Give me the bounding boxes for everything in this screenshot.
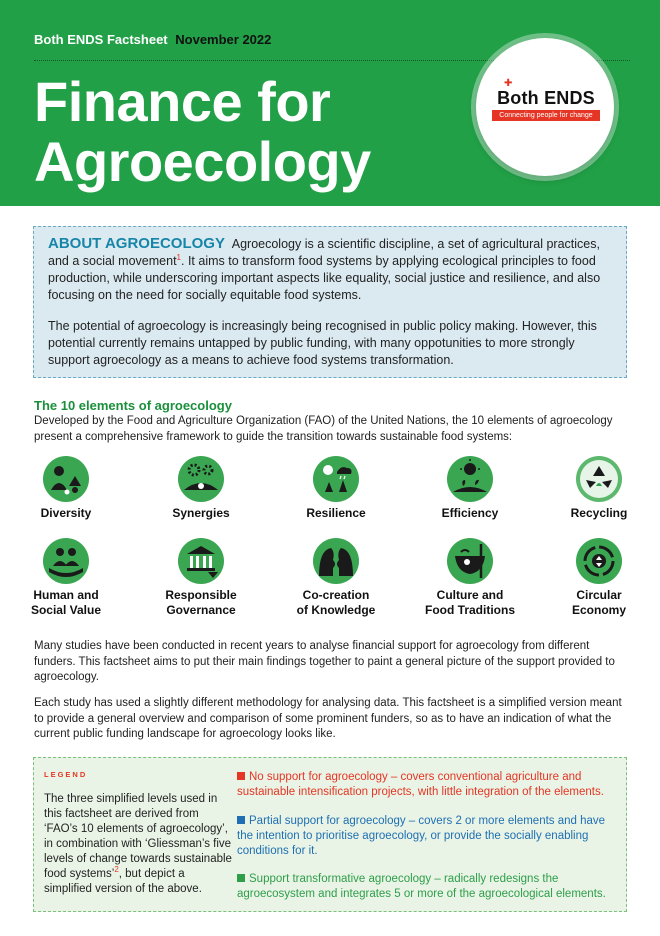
element-diversity	[6, 456, 126, 521]
both-ends-logo[interactable]	[476, 38, 614, 176]
legend-label: LEGEND	[44, 770, 88, 779]
label-line-1: Culture and	[436, 588, 504, 602]
body-paragraph-1: Many studies have been conducted in recent years to analyse financial support for agroecology from different funders. This factsheet aims to put their main findings together to paint a general picture of the support provided to agroecology.	[34, 640, 615, 683]
element-label	[410, 588, 530, 618]
legend-item-transformative	[237, 872, 619, 902]
legend-item-partial-support	[237, 814, 619, 859]
legend-box	[33, 757, 627, 912]
legend-description	[44, 792, 234, 897]
header-banner	[0, 0, 660, 206]
logo-mark-icon: ✚	[504, 78, 513, 89]
element-co-creation-of-knowledge	[276, 538, 396, 618]
label-line-2: of Knowledge	[296, 603, 376, 617]
element-label: Synergies	[172, 506, 230, 520]
label-line-1: Co-creation	[302, 588, 370, 602]
footnote-ref-2[interactable]: 2	[114, 865, 119, 875]
legend-desc-text: The three simplified levels used in this factsheet are derived from ‘FAO’s 10 elements of agroecology’, in combination with ‘Gliessman’s five levels of change towards sustainable food systems’	[44, 793, 232, 880]
element-responsible-governance	[141, 538, 261, 618]
label-line-1: Circular	[576, 588, 622, 602]
series-label: Both ENDS Factsheet	[34, 32, 168, 47]
label-line-2: Social Value	[30, 603, 102, 617]
element-label: Resilience	[306, 506, 366, 520]
blue-square-icon	[237, 816, 245, 824]
body-paragraph-2: Each study has used a slightly different methodology for analysing data. This factsheet is a simplified version meant to provide a general overview and comparison of some prominent funders, so as to have an indication of what the current public funding landscape for agroecology looks like.	[34, 697, 622, 740]
logo-name: Both ENDS	[497, 88, 595, 108]
legend-desc-rest: , but depict a simplified version of the above.	[44, 868, 202, 895]
recycling-icon	[576, 456, 622, 502]
about-heading: ABOUT AGROECOLOGY	[48, 235, 225, 252]
about-agroecology-box	[33, 226, 627, 378]
red-square-icon	[237, 772, 245, 780]
element-human-social-value	[6, 538, 126, 618]
label-line-1: Responsible	[165, 588, 237, 602]
legend-item-text: No support for agroecology – covers conventional agriculture and sustainable intensification projects, with little integration of the elements.	[237, 771, 604, 798]
label-line-2: Economy	[571, 603, 626, 617]
element-label	[276, 588, 396, 618]
factsheet-line	[34, 32, 271, 47]
element-label	[141, 588, 261, 618]
governance-icon	[178, 538, 224, 584]
title-line-1: Finance for	[34, 70, 331, 133]
publication-date: November 2022	[175, 32, 272, 47]
footnote-ref-1[interactable]: 1	[176, 252, 181, 262]
resilience-icon	[313, 456, 359, 502]
green-square-icon	[237, 874, 245, 882]
element-label	[6, 588, 126, 618]
diversity-icon	[43, 456, 89, 502]
title-line-2: Agroecology	[34, 130, 371, 193]
element-recycling	[539, 456, 659, 521]
element-culture-and-food-traditions	[410, 538, 530, 618]
about-paragraph-2: The potential of agroecology is increasingly being recognised in public policy making. However, this potential currently remains untapped by public funding, with many oppotunities to more strongly support agroecology as a means to achieve food systems transformation.	[48, 319, 597, 367]
page-title	[34, 72, 454, 192]
elements-intro: Developed by the Food and Agriculture Organization (FAO) of the United Nations, the 10 elements of agroecology present a comprehensive framework to guide the transition towards sustainable food systems:	[34, 415, 613, 443]
about-text: Agroecology is a scientific discipline, a set of agricultural practices, and a social movement	[48, 237, 600, 268]
circular-economy-icon	[576, 538, 622, 584]
about-text-rest: . It aims to transform food systems by applying ecological principles to food production, while underscoring important aspects like equality, social justice and resilience, and also focusing on the need for socially equitable food systems.	[48, 254, 601, 302]
element-label: Efficiency	[441, 506, 499, 520]
label-line-2: Governance	[166, 603, 236, 617]
element-circular-economy	[539, 538, 659, 618]
label-line-1: Human and	[33, 588, 99, 602]
element-label: Diversity	[40, 506, 92, 520]
element-resilience	[276, 456, 396, 521]
human-social-value-icon	[43, 538, 89, 584]
co-creation-icon	[313, 538, 359, 584]
elements-heading: The 10 elements of agroecology	[34, 398, 232, 413]
legend-item-no-support	[237, 770, 619, 800]
legend-item-text: Support transformative agroecology – radically redesigns the agroecosystem and integrates 5 or more of the agroecological elements.	[237, 873, 606, 900]
element-label	[539, 588, 659, 618]
synergies-icon	[178, 456, 224, 502]
logo-tagline: Connecting people for change	[492, 110, 600, 121]
element-label: Recycling	[570, 506, 628, 520]
label-line-2: Food Traditions	[425, 603, 515, 617]
legend-item-text: Partial support for agroecology – covers 2 or more elements and have the intention to prioritise agroecology, or provide the socially enabling conditions for it.	[237, 815, 606, 857]
element-efficiency	[410, 456, 530, 521]
about-paragraph-1	[48, 235, 613, 304]
element-synergies	[141, 456, 261, 521]
elements-grid	[0, 456, 660, 626]
food-traditions-icon	[447, 538, 493, 584]
efficiency-icon	[447, 456, 493, 502]
